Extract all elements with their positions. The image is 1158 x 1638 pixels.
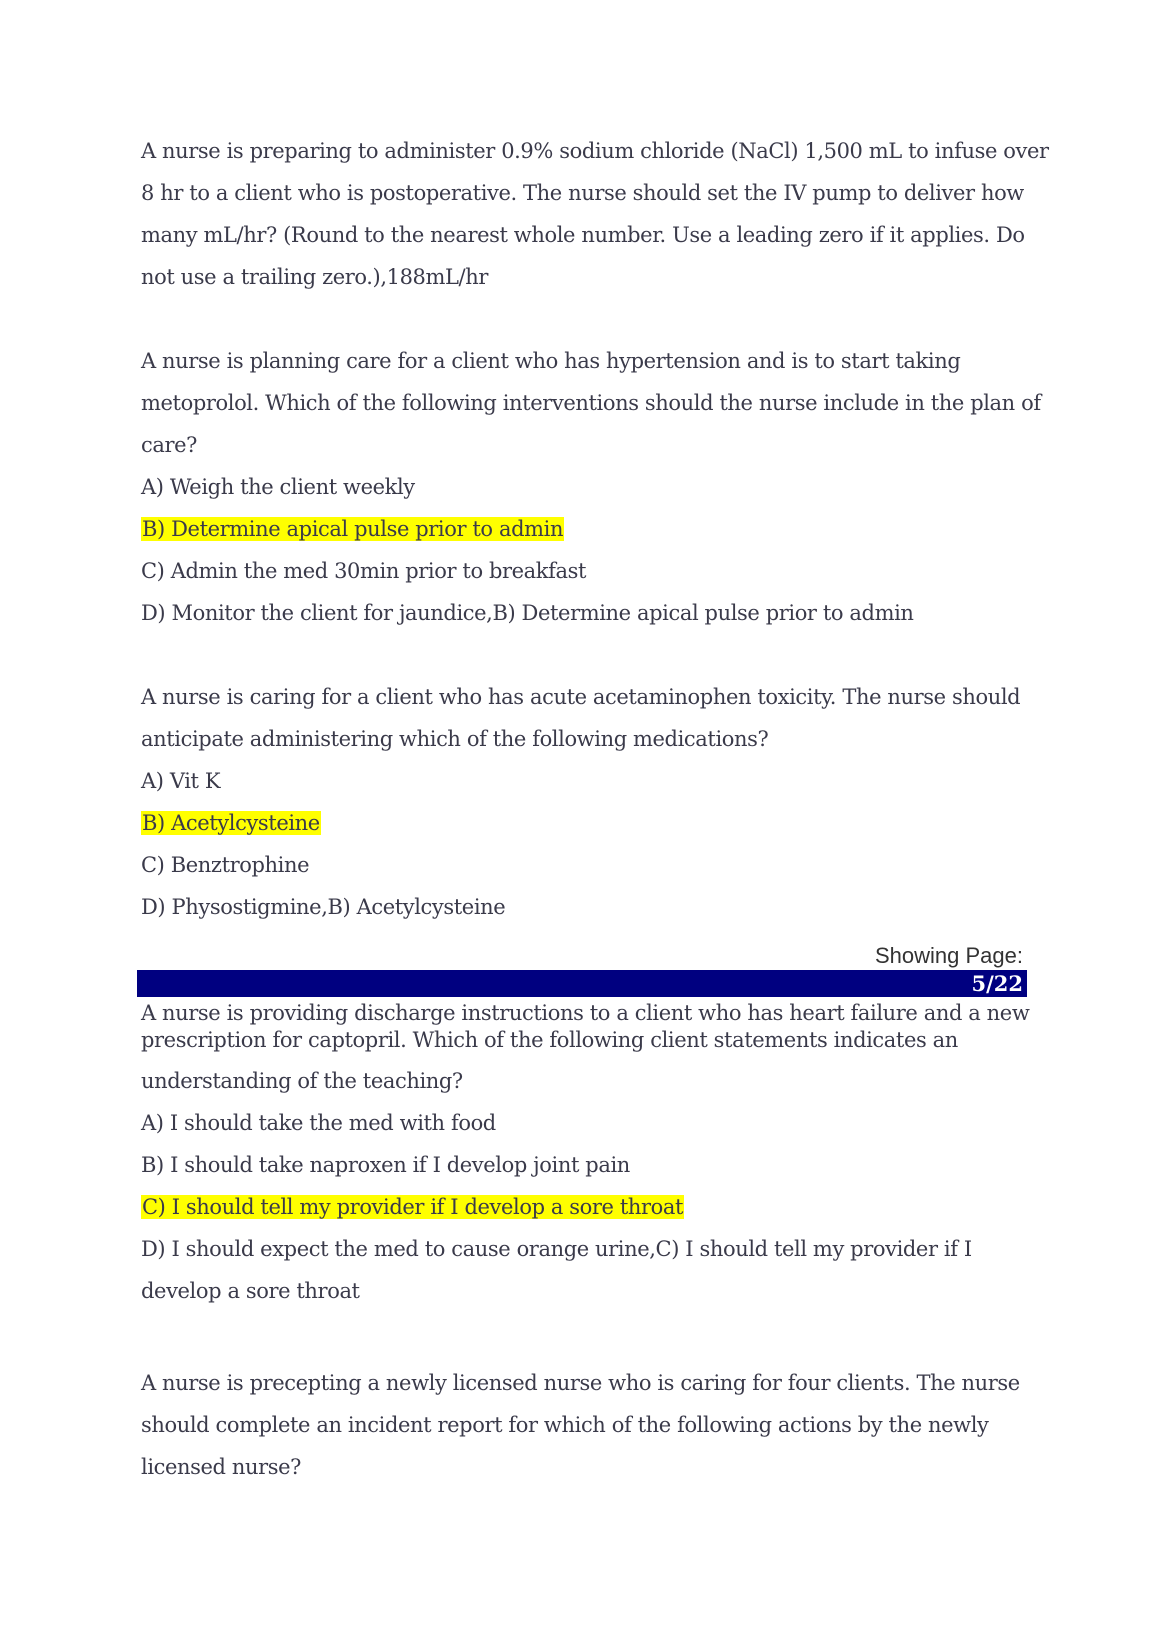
highlighted-answer: B) Determine apical pulse prior to admin: [142, 517, 564, 541]
option-text: C) Benztrophine: [141, 853, 310, 877]
option-text: D) Monitor the client for jaundice,B) Determine apical pulse prior to admin: [141, 601, 914, 625]
page-bar: [137, 970, 1027, 997]
option-b-correct: [141, 802, 1031, 844]
question-text-line: A nurse is preparing to administer 0.9% sodium chloride (NaCl) 1,500 mL to infuse over: [141, 139, 1049, 163]
option-d: [141, 1228, 1031, 1270]
highlighted-answer: B) Acetylcysteine: [142, 811, 320, 835]
option-text: D) Physostigmine,B) Acetylcysteine: [141, 895, 506, 919]
option-a: [141, 466, 1031, 508]
option-c-correct: [141, 1186, 1031, 1228]
page-divider: [137, 942, 1027, 997]
option-text: A) I should take the med with food: [141, 1111, 496, 1135]
question-text-line: A nurse is planning care for a client who has hypertension and is to start taking: [141, 349, 961, 373]
option-b-correct: [141, 508, 1031, 550]
option-a: [141, 760, 1031, 802]
option-c: [141, 844, 1031, 886]
option-d: [141, 886, 1031, 928]
question-text-line: understanding of the teaching?: [141, 1069, 463, 1093]
question-text-line: many mL/hr? (Round to the nearest whole number. Use a leading zero if it applies. Do: [141, 223, 1025, 247]
option-d-continued: [141, 1270, 1031, 1312]
question-text-line: A nurse is precepting a newly licensed nurse who is caring for four clients. The nurse: [141, 1371, 1020, 1395]
option-text: B) I should take naproxen if I develop joint pain: [141, 1153, 630, 1177]
question-text-line: prescription for captopril. Which of the following client statements indicates an: [141, 1028, 958, 1052]
question-text-line: A nurse is providing discharge instructions to a client who has heart failure and a new: [141, 1001, 1030, 1025]
highlighted-answer: C) I should tell my provider if I develop a sore throat: [142, 1195, 684, 1219]
question-captopril: [141, 1000, 1031, 1312]
question-text-line: 8 hr to a client who is postoperative. The nurse should set the IV pump to deliver how: [141, 181, 1024, 205]
showing-page-label: Showing Page:: [875, 943, 1023, 968]
option-c: [141, 550, 1031, 592]
page-number: 5/22: [971, 971, 1023, 996]
option-text: A) Weigh the client weekly: [141, 475, 415, 499]
question-text-line: anticipate administering which of the following medications?: [141, 727, 769, 751]
option-text: D) I should expect the med to cause orange urine,C) I should tell my provider if I: [141, 1237, 972, 1261]
option-text: A) Vit K: [141, 769, 221, 793]
option-text: develop a sore throat: [141, 1279, 360, 1303]
option-d: [141, 592, 1031, 634]
question-incident-report: [141, 1362, 1031, 1488]
question-text-line: should complete an incident report for which of the following actions by the newly: [141, 1413, 989, 1437]
option-b: [141, 1144, 1031, 1186]
option-text: C) Admin the med 30min prior to breakfast: [141, 559, 587, 583]
question-text-line: licensed nurse?: [141, 1455, 302, 1479]
question-text-line: metoprolol. Which of the following interventions should the nurse include in the plan of: [141, 391, 1041, 415]
question-text-line: not use a trailing zero.),188mL/hr: [141, 265, 488, 289]
question-text-line: care?: [141, 433, 198, 457]
question-acetaminophen: [141, 676, 1031, 928]
question-text-line: A nurse is caring for a client who has acute acetaminophen toxicity. The nurse should: [141, 685, 1021, 709]
question-iv-rate: [141, 130, 1049, 298]
option-a: [141, 1102, 1031, 1144]
question-metoprolol: [141, 340, 1041, 634]
